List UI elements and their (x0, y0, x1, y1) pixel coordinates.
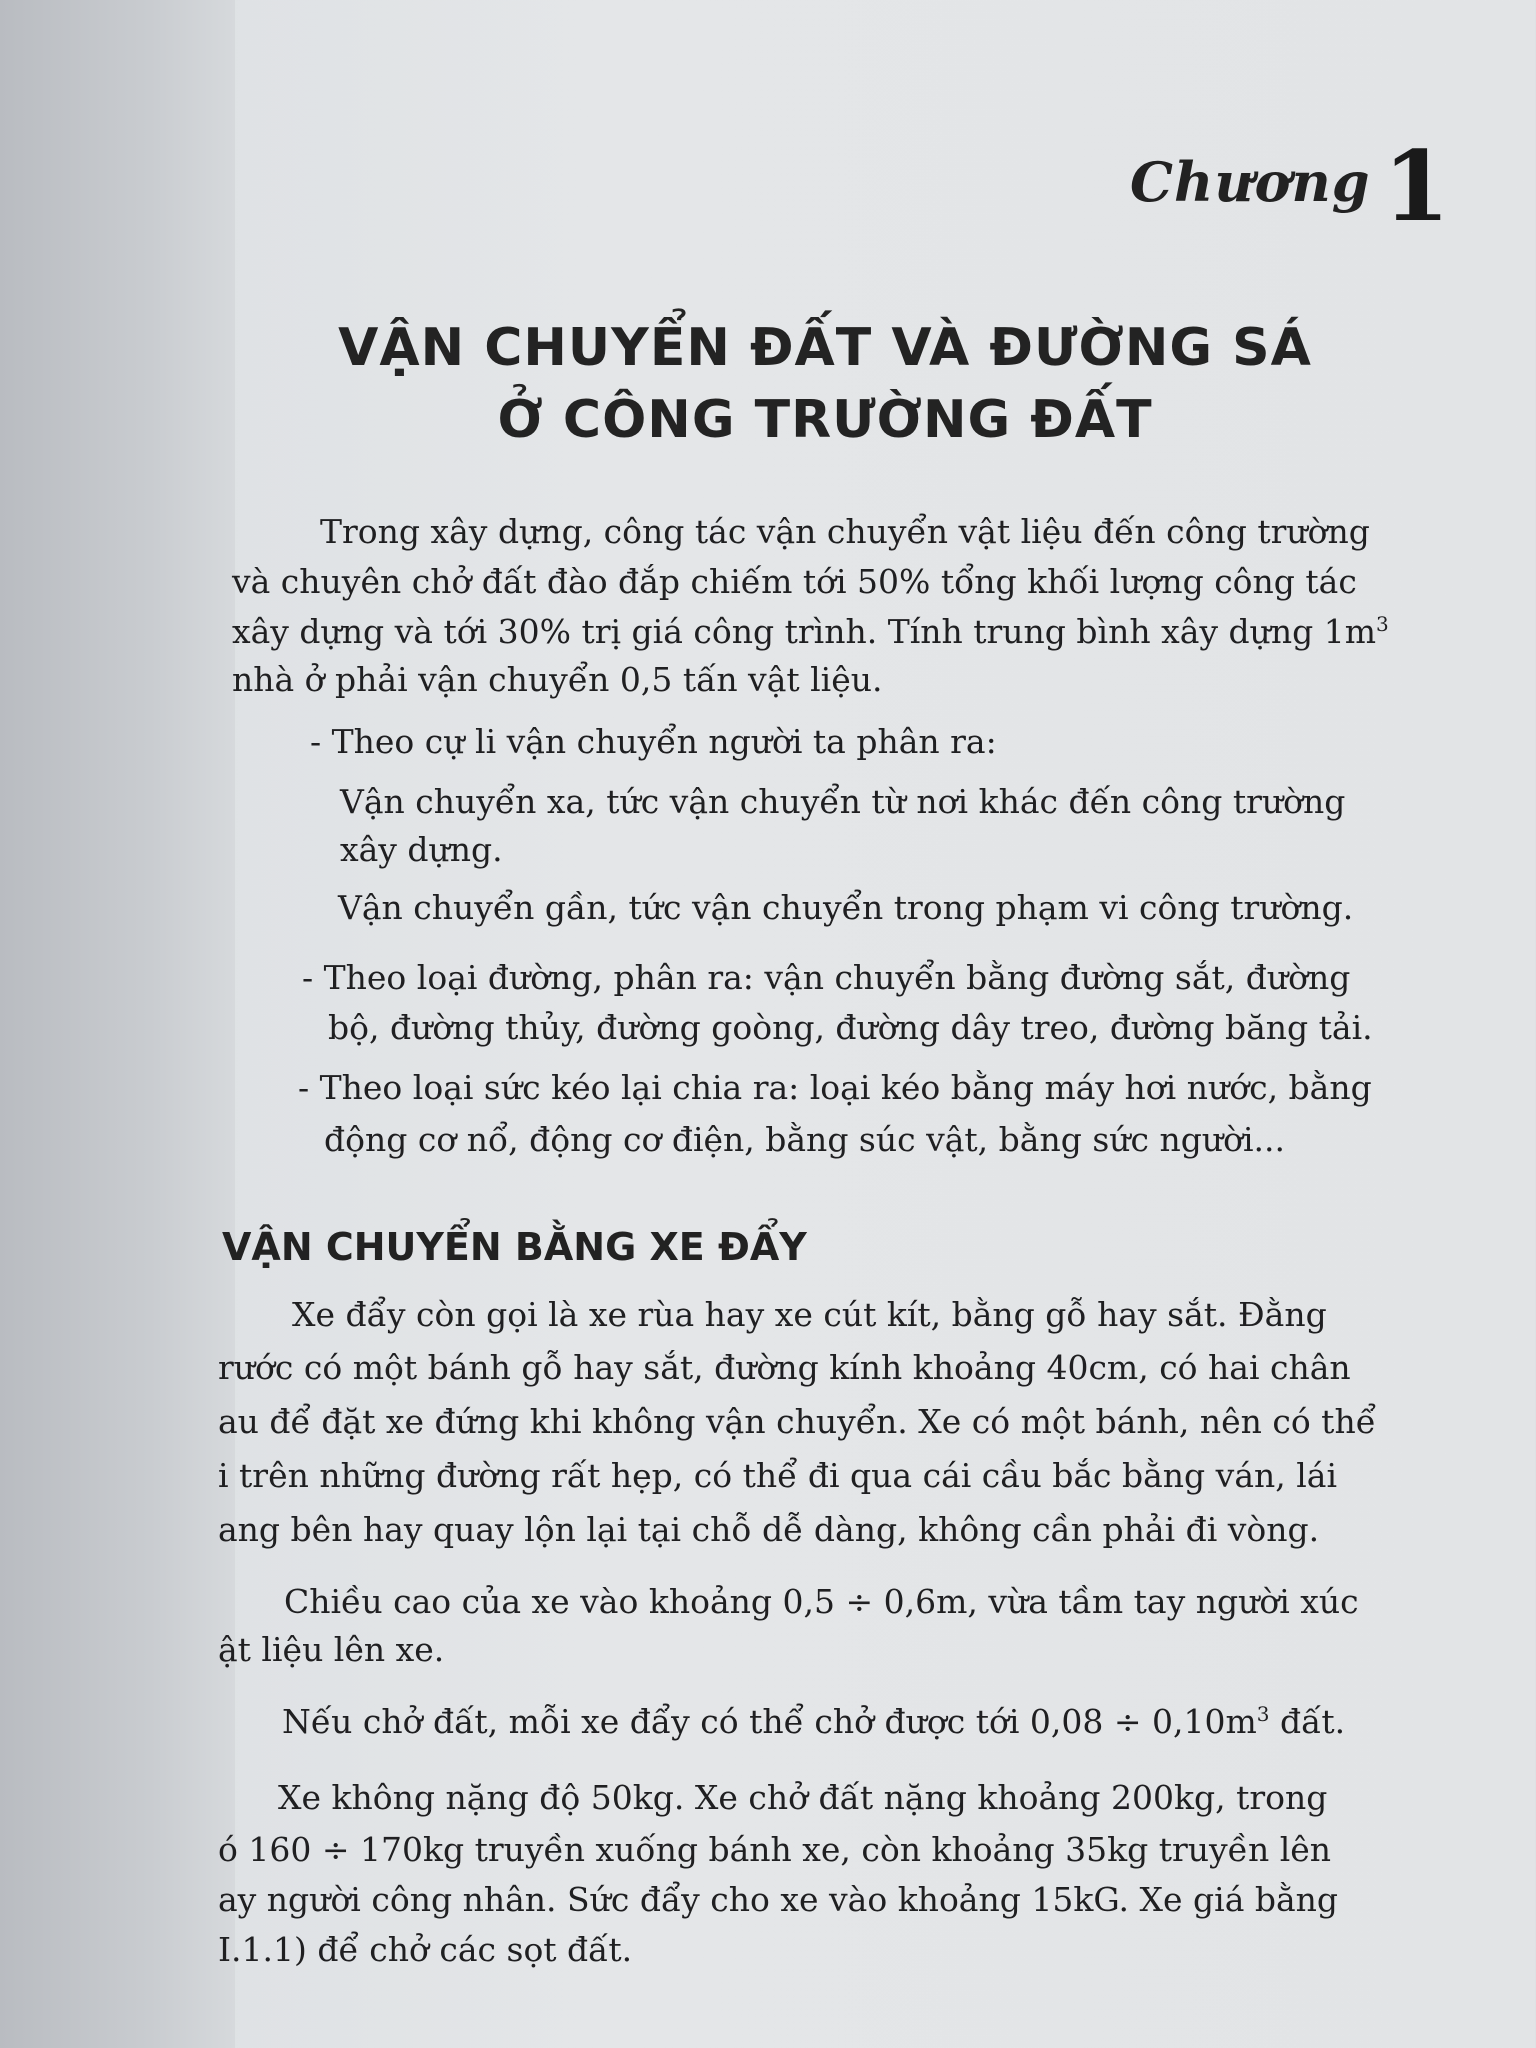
paragraph-line: ó 160 ÷ 170kg truyền xuống bánh xe, còn khoảng 35kg truyền lên (218, 1830, 1332, 1869)
paragraph-line: ang bên hay quay lộn lại tại chỗ dễ dàng, không cần phải đi vòng. (218, 1510, 1320, 1549)
list-item: - Theo loại đường, phân ra: vận chuyển bằng đường sắt, đường (302, 958, 1351, 997)
intro-line: và chuyên chở đất đào đắp chiếm tới 50% tổng khối lượng công tác (232, 562, 1357, 601)
list-subitem: Vận chuyển xa, tức vận chuyển từ nơi khác đến công trường (340, 782, 1346, 821)
list-item: động cơ nổ, động cơ điện, bằng súc vật, bằng sức người... (324, 1120, 1285, 1159)
paragraph-line: rước có một bánh gỗ hay sắt, đường kính khoảng 40cm, có hai chân (218, 1348, 1351, 1387)
list-item: bộ, đường thủy, đường goòng, đường dây treo, đường băng tải. (328, 1008, 1373, 1047)
paragraph-line: Xe không nặng độ 50kg. Xe chở đất nặng khoảng 200kg, trong (278, 1778, 1328, 1817)
paragraph-line (282, 1702, 1345, 1741)
chapter-number: 1 (1383, 130, 1450, 243)
chapter-title-line-2: Ở CÔNG TRƯỜNG ĐẤT (497, 390, 1153, 450)
paragraph-line: au để đặt xe đứng khi không vận chuyển. Xe có một bánh, nên có thể (218, 1402, 1376, 1441)
intro-line-text: xây dựng và tới 30% trị giá công trình. Tính trung bình xây dựng 1m (232, 612, 1377, 651)
intro-line (232, 612, 1389, 651)
page-gutter-shadow (0, 0, 235, 2048)
list-item: - Theo loại sức kéo lại chia ra: loại kéo bằng máy hơi nước, bằng (298, 1068, 1372, 1107)
paragraph-line: ay người công nhân. Sức đẩy cho xe vào khoảng 15kG. Xe giá bằng (218, 1880, 1339, 1919)
paragraph-line-text: Nếu chở đất, mỗi xe đẩy có thể chở được tới 0,08 ÷ 0,10m (282, 1702, 1257, 1741)
paragraph-line: I.1.1) để chở các sọt đất. (218, 1930, 633, 1969)
section-heading: VẬN CHUYỂN BẰNG XE ĐẨY (222, 1225, 807, 1269)
list-subitem: Vận chuyển gần, tức vận chuyển trong phạm vi công trường. (338, 888, 1354, 927)
paragraph-line: i trên những đường rất hẹp, có thể đi qua cái cầu bắc bằng ván, lái (218, 1456, 1338, 1495)
chapter-title-line-1: VẬN CHUYỂN ĐẤT VÀ ĐƯỜNG SÁ (338, 318, 1312, 378)
paragraph-line: Xe đẩy còn gọi là xe rùa hay xe cút kít, bằng gỗ hay sắt. Đằng (292, 1295, 1327, 1334)
list-item: - Theo cự li vận chuyển người ta phân ra: (310, 722, 997, 761)
chapter-label: Chương (1130, 150, 1371, 214)
intro-line: Trong xây dựng, công tác vận chuyển vật liệu đến công trường (320, 512, 1370, 551)
intro-line: nhà ở phải vận chuyển 0,5 tấn vật liệu. (232, 660, 883, 699)
paragraph-line: ật liệu lên xe. (218, 1630, 445, 1669)
paragraph-line: Chiều cao của xe vào khoảng 0,5 ÷ 0,6m, vừa tầm tay người xúc (284, 1582, 1359, 1621)
paragraph-line-tail: đất. (1269, 1702, 1346, 1741)
superscript: 3 (1256, 1702, 1270, 1726)
superscript: 3 (1376, 612, 1389, 636)
list-subitem: xây dựng. (340, 830, 503, 869)
